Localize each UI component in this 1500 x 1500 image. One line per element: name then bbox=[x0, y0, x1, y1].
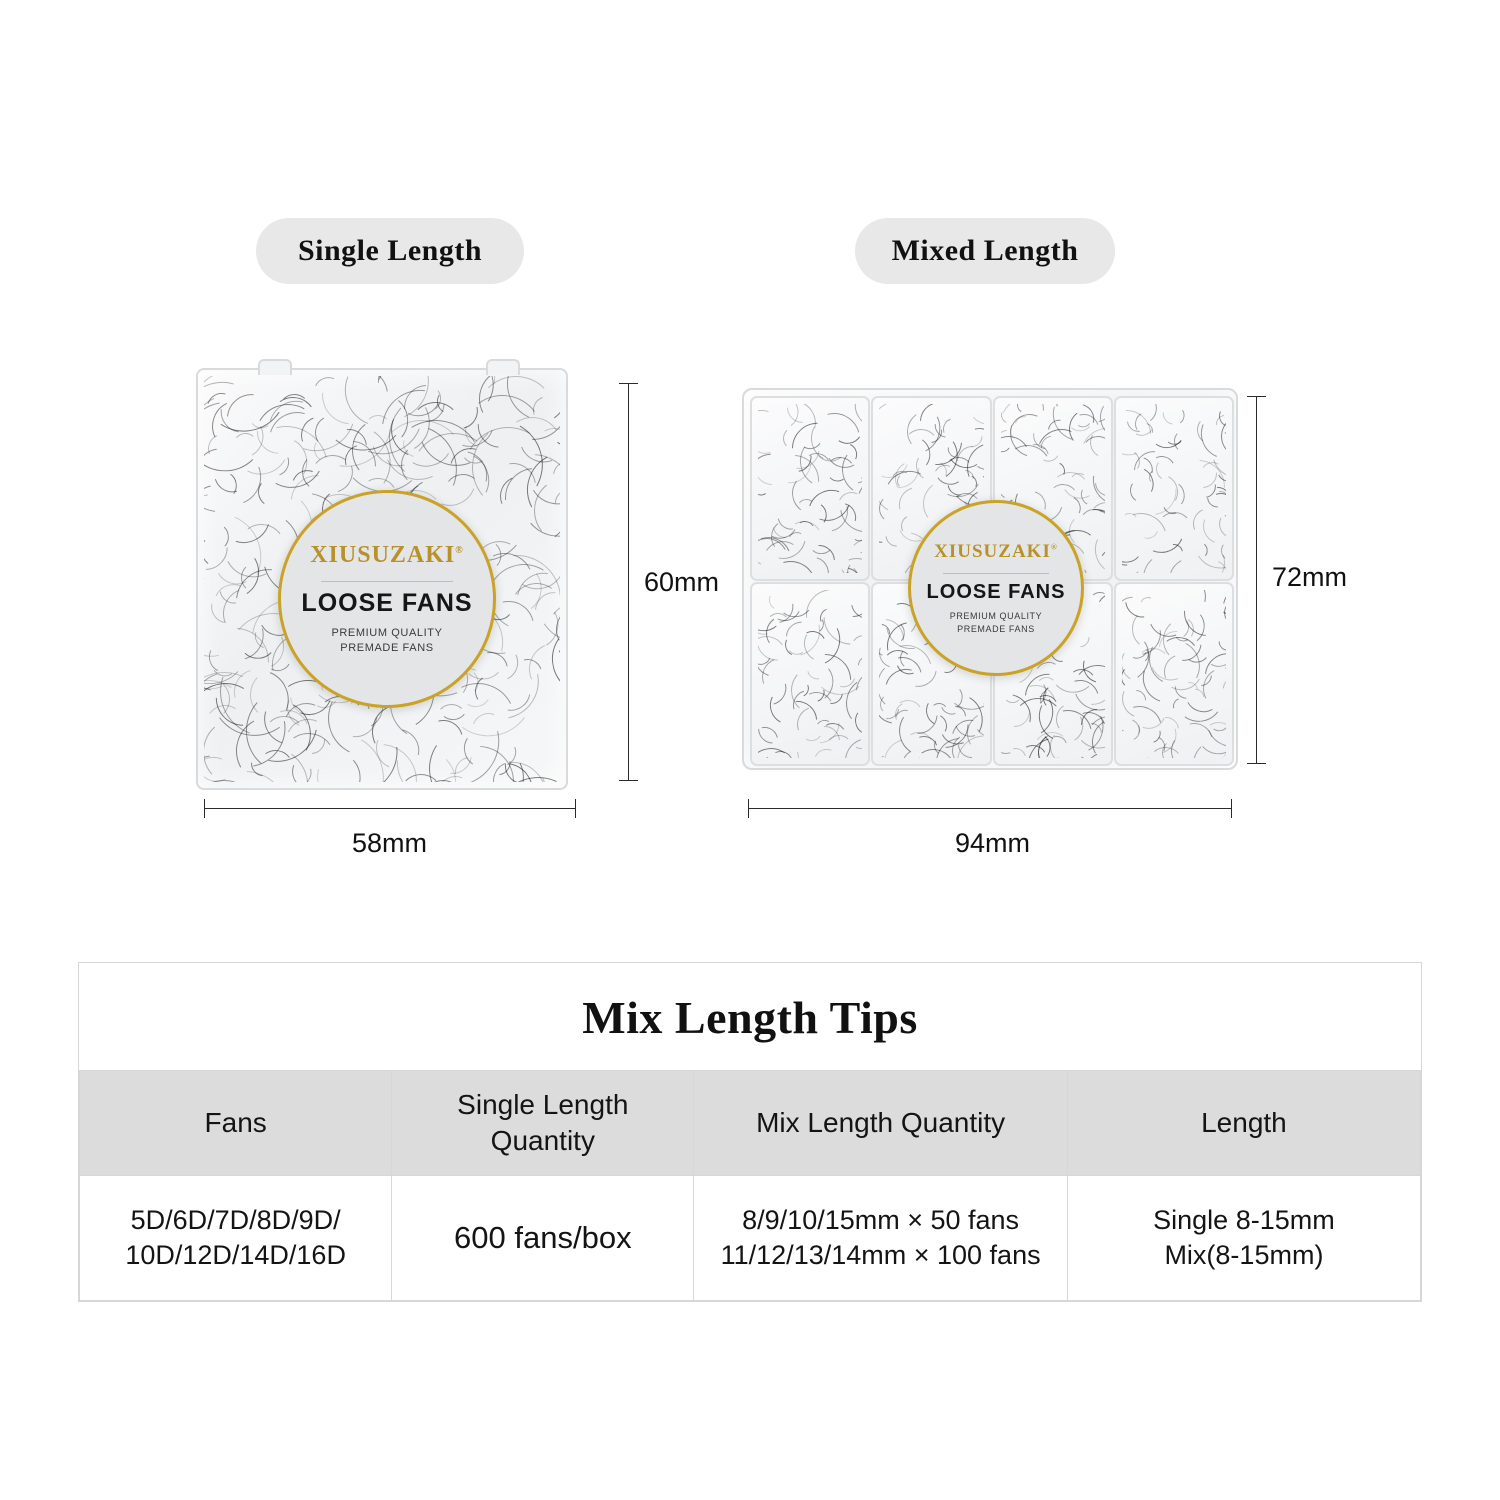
section-heading-mixed-length bbox=[855, 218, 1115, 284]
lash-fans-texture-compartment bbox=[1122, 590, 1226, 759]
product-title-mixed: LOOSE FANS bbox=[926, 581, 1066, 604]
registered-mark-icon: ® bbox=[455, 545, 464, 557]
compartment bbox=[750, 396, 870, 581]
dimension-label-mixed-width: 94mm bbox=[955, 828, 1031, 858]
dimension-line-single-height bbox=[628, 383, 629, 781]
table-header-mix-length-quantity: Mix Length Quantity bbox=[694, 1071, 1068, 1176]
dimension-label-single-height: 60mm bbox=[644, 567, 720, 597]
table-title: Mix Length Tips bbox=[582, 992, 918, 1043]
section-heading-mixed-length-label: Mixed Length bbox=[891, 234, 1079, 267]
compartment bbox=[750, 582, 870, 767]
cell-length: Single 8-15mm Mix(8-15mm) bbox=[1067, 1176, 1420, 1301]
product-subtitle-mixed: PREMIUM QUALITY PREMADE FANS bbox=[949, 611, 1043, 634]
table-row bbox=[80, 1176, 1421, 1301]
label-divider bbox=[321, 581, 452, 582]
section-heading-single-length bbox=[256, 218, 524, 284]
brand-name-mixed: XIUSUZAKI® bbox=[934, 541, 1058, 563]
lash-fans-texture-compartment bbox=[1122, 404, 1226, 573]
case-hinge-tab-right bbox=[486, 359, 520, 375]
lash-fans-texture-compartment bbox=[758, 404, 862, 573]
table-header-row bbox=[80, 1071, 1421, 1176]
lash-stroke bbox=[765, 612, 790, 637]
product-title-single: LOOSE FANS bbox=[301, 589, 473, 618]
dimension-line-single-width bbox=[204, 808, 576, 809]
registered-mark-icon-mixed: ® bbox=[1050, 543, 1058, 553]
dimension-line-mixed-width bbox=[748, 808, 1232, 809]
brand-label-single bbox=[278, 490, 496, 708]
table-header-fans: Fans bbox=[80, 1071, 392, 1176]
compartment bbox=[1114, 396, 1234, 581]
cell-single-length-quantity: 600 fans/box bbox=[392, 1176, 694, 1301]
section-heading-single-length-label: Single Length bbox=[297, 234, 483, 267]
tips-table-grid bbox=[79, 1070, 1421, 1301]
brand-name-single: XIUSUZAKI® bbox=[310, 542, 464, 569]
label-divider-mixed bbox=[943, 573, 1048, 574]
dimension-label-mixed-height: 72mm bbox=[1272, 562, 1348, 592]
product-subtitle-single: PREMIUM QUALITY PREMADE FANS bbox=[331, 627, 443, 654]
dimension-line-mixed-height bbox=[1256, 396, 1257, 764]
compartment bbox=[1114, 582, 1234, 767]
cell-mix-length-quantity: 8/9/10/15mm × 50 fans 11/12/13/14mm × 100 fans bbox=[694, 1176, 1068, 1301]
brand-label-mixed bbox=[908, 500, 1084, 676]
cell-fans: 5D/6D/7D/8D/9D/ 10D/12D/14D/16D bbox=[80, 1176, 392, 1301]
table-header-single-length-quantity: Single Length Quantity bbox=[392, 1071, 694, 1176]
mix-length-tips-table bbox=[78, 962, 1422, 1302]
dimension-label-single-width: 58mm bbox=[352, 828, 428, 858]
table-header bbox=[80, 1071, 1421, 1176]
table-header-length: Length bbox=[1067, 1071, 1420, 1176]
table-body bbox=[80, 1176, 1421, 1301]
lash-fans-texture-compartment bbox=[758, 590, 862, 759]
case-hinge-tab-left bbox=[258, 359, 292, 375]
